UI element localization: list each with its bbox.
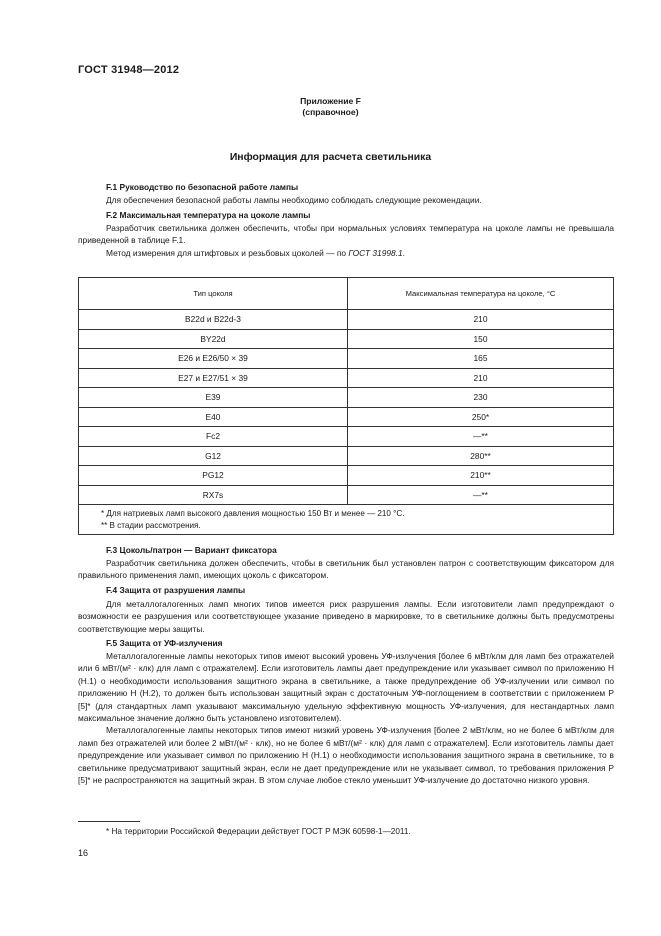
temp-cell: 250* <box>348 407 614 427</box>
table-row <box>79 310 614 330</box>
paragraph: Разработчик светильника должен обеспечить, чтобы в светильник был установлен патрон с соответствующим фиксатором для правильного применения ламп, имеющих цоколь с фиксатором. <box>78 558 614 581</box>
table-note-1: * Для натриевых ламп высокого давления мощностью 150 Вт и менее — 210 °С. <box>101 509 405 518</box>
table-note-2: ** В стадии рассмотрения. <box>101 520 201 530</box>
cap-cell: PG12 <box>79 466 348 486</box>
section-f4-heading: F.4 Защита от разрушения лампы <box>106 585 246 595</box>
annex-title: Приложение F <box>300 96 361 106</box>
text-span: . <box>402 247 405 258</box>
section-f3-heading: F.3 Цоколь/патрон — Вариант фиксатора <box>106 545 277 555</box>
section-f3-text <box>78 557 614 582</box>
temp-cell: 210** <box>348 466 614 486</box>
paragraph: Металлогалогенные лампы некоторых типов имеют низкий уровень УФ-излучения [более 2 мВт/клм, но не более 6 мВт/клм для ламп без отражателей или более 2 мВт/(м² · клк), но не более 6 мВт/(м² · клк) для ламп с отражателем]. Если изготовитель лампы дает предупреждение или указывает символ по приложению Н (Н.1) о необходимости использования защитного экрана в светильнике, то в светильнике предусматривают защитный экран, если не дает предупреждение или не указывает символ, то требования приложения Р [5]* не распространяются на защитный экран. В этом случае любое стекло уменьшит УФ-излучение до достаточно низкого уровня. <box>78 725 614 786</box>
table-row <box>79 329 614 349</box>
table-row <box>79 485 614 505</box>
cap-cell: BY22d <box>79 329 348 349</box>
paragraph: Разработчик светильника должен обеспечить, чтобы при нормальных условиях температура на цоколе лампы не превышала приведенной в таблице F.1. <box>78 223 614 246</box>
paragraph: Металлогалогенные лампы некоторых типов имеют высокий уровень УФ-излучения [более 6 мВт/клм для ламп без отражателей или 6 мВт/(м² · клк) для ламп с отражателем]. Если изготовитель лампы дает предупреждение или указывает символ по приложению Н (Н.1) о необходимости использования защитного экрана в светильнике, а также предупреждение об УФ-излучении или символ по приложению Н (Н.2), то должен быть использован защитный экран с достаточным УФ-поглощением в соответствии с приложением Р [5]* (для стандартных ламп указывают максимальную удельную эффективную мощность УФ-излучения, для нестандартных ламп максимальное значение должно быть установлено изготовителем). <box>78 651 614 724</box>
table-row <box>79 368 614 388</box>
cap-cell: B22d и B22d-3 <box>79 310 348 330</box>
cap-cell: Fc2 <box>79 427 348 447</box>
paragraph <box>78 247 614 259</box>
paragraph: Для обеспечения безопасной работы лампы необходимо соблюдать следующие рекомендации. <box>106 195 482 205</box>
annex-subtitle: (справочное) <box>302 107 359 117</box>
column-header-max-temp: Максимальная температура на цоколе, °С <box>348 278 614 310</box>
footnote-divider <box>78 821 140 822</box>
column-header-cap-type: Тип цоколя <box>79 278 348 310</box>
page-number: 16 <box>78 848 89 858</box>
table-row <box>79 407 614 427</box>
table-f1 <box>78 277 614 535</box>
temp-cell: 150 <box>348 329 614 349</box>
table-row <box>79 349 614 369</box>
section-f2-text <box>78 222 614 259</box>
cap-cell: RX7s <box>79 485 348 505</box>
table-header-row <box>79 278 614 310</box>
footnote: * На территории Российской Федерации действует ГОСТ Р МЭК 60598-1—2011. <box>106 827 411 836</box>
table-row <box>79 466 614 486</box>
temp-cell: —** <box>348 427 614 447</box>
section-f5-heading: F.5 Защита от УФ-излучения <box>106 638 223 648</box>
cap-cell: E39 <box>79 388 348 408</box>
section-f5-text <box>78 650 614 786</box>
table-notes <box>79 505 614 535</box>
section-f1-heading: F.1 Руководство по безопасной работе лампы <box>106 182 299 192</box>
section-f4-text <box>78 598 614 635</box>
temp-cell: 165 <box>348 349 614 369</box>
paragraph: Для металлогалогенных ламп многих типов имеется риск разрушения лампы. Если изготовители ламп предупреждают о возможности ее разрушения или соответствующее указание приведено в маркировке, то в светильнике должны быть предусмотрены соответствующие меры защиты. <box>78 599 614 634</box>
standard-code: ГОСТ 31948—2012 <box>78 64 180 76</box>
cap-cell: E26 и E26/50 × 39 <box>79 349 348 369</box>
table-notes-row <box>79 505 614 535</box>
cap-cell: E40 <box>79 407 348 427</box>
temp-cell: —** <box>348 485 614 505</box>
table-row <box>79 446 614 466</box>
cap-cell: E27 и E27/51 × 39 <box>79 368 348 388</box>
temp-cell: 280** <box>348 446 614 466</box>
temp-cell: 210 <box>348 368 614 388</box>
document-title: Информация для расчета светильника <box>229 152 432 163</box>
cap-cell: G12 <box>79 446 348 466</box>
temp-cell: 230 <box>348 388 614 408</box>
standard-reference: ГОСТ 31998.1 <box>348 247 403 258</box>
section-f1-text <box>78 194 614 206</box>
text-span: Метод измерения для штифтовых и резьбовых цоколей — по <box>106 247 349 258</box>
temp-cell: 210 <box>348 310 614 330</box>
table-row <box>79 388 614 408</box>
table-row <box>79 427 614 447</box>
section-f2-heading: F.2 Максимальная температура на цоколе лампы <box>106 210 311 220</box>
